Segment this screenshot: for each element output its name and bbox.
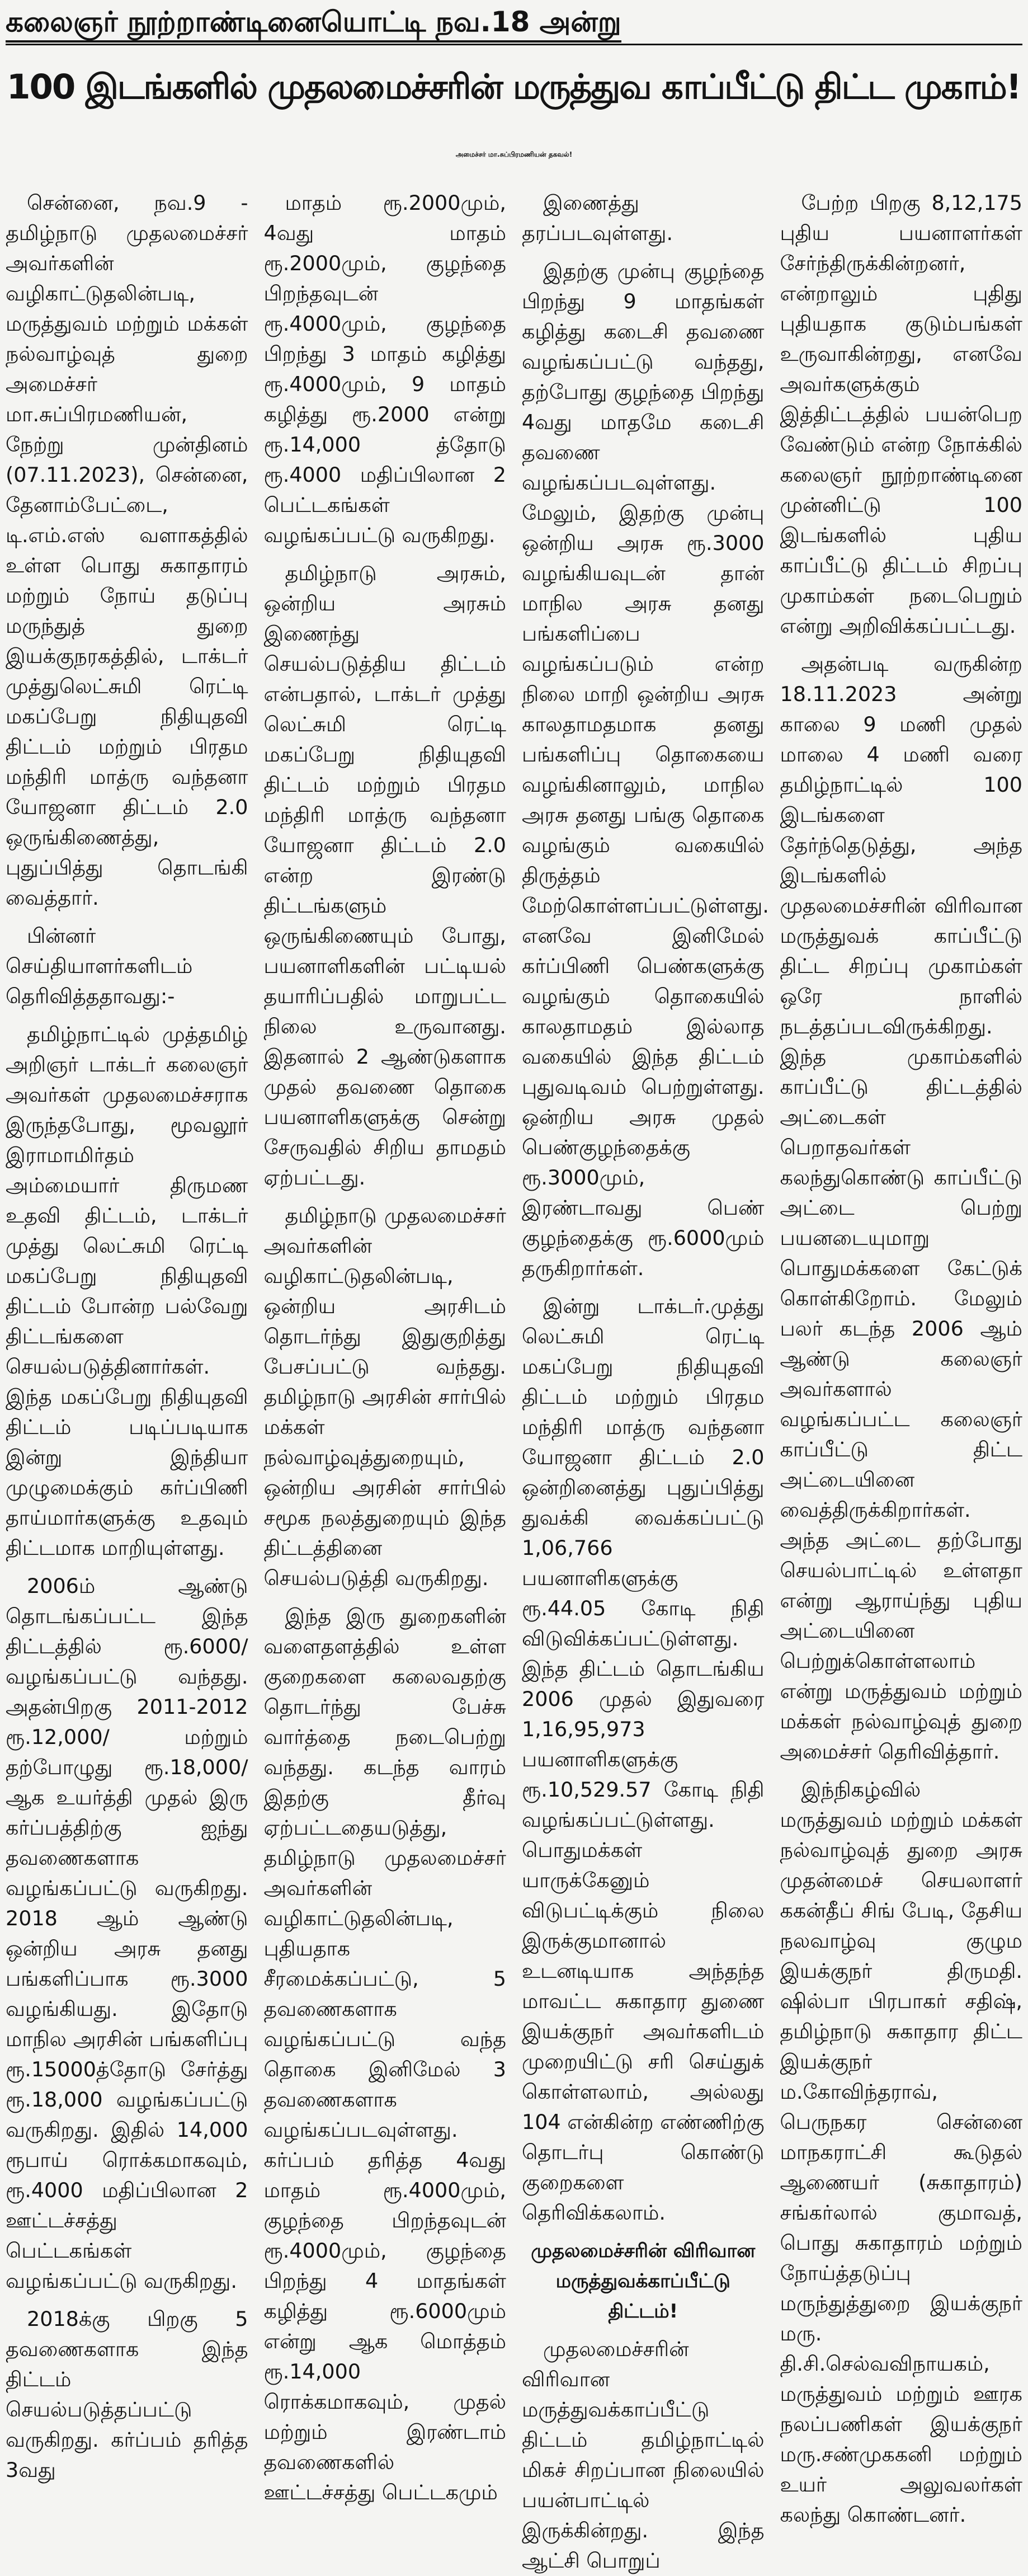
paragraph: இணைத்து தரப்படவுள்ளது. [522, 191, 673, 245]
paragraph: தமிழ்நாடு முதலமைச்சர் அவர்களின் வழிகாட்டுதலின்படி, ஒன்றிய அரசிடம் தொடர்ந்து இதுகுறித்து பேசப்பட்டு வந்தது. தமிழ்நாடு அரசின் சார்பில் மக்கள் நல்வாழ்வுத்துறையும், ஒன்றிய அரசின் சார்பில் சமூக நலத்துறையும் இந்த திட்டத்தினை செயல்படுத்தி வருகிறது. [263, 1204, 506, 1590]
kicker-line: கலைஞர் நூற்றாண்டினையொட்டி நவ.18 அன்று [6, 3, 621, 43]
article-column-3 [522, 188, 769, 2573]
paragraph: 2006ம் ஆண்டு தொடங்கப்பட்ட இந்த திட்டத்தில் ரூ.6000/ வழங்கப்பட்டு வந்தது. அதன்பிறகு 2011-2012 ரூ.12,000/ மற்றும் தற்போழுது ரூ.18,000/ ஆக உயர்த்தி முதல் இரு கர்ப்பத்திற்கு ஐந்து தவணைகளாக வழங்கப்பட்டு வருகிறது. 2018 ஆம் ஆண்டு ஒன்றிய அரசு தனது பங்களிப்பாக ரூ.3000 வழங்கியது. இதோடு மாநில அரசின் பங்களிப்பு ரூ.15000த்தோடு சேர்த்து ரூ.18,000 வழங்கப்பட்டு வருகிறது. இதில் 14,000 ரூபாய் ரொக்கமாகவும், ரூ.4000 மதிப்பிலான 2 ஊட்டச்சத்து பெட்டகங்கள் வழங்கப்பட்டு வருகிறது. [6, 1574, 248, 2293]
paragraph: முதலமைச்சரின் விரிவான மருத்துவக்காப்பீட்டு திட்டம் தமிழ்நாட்டில் மிகச் சிறப்பான நிலையில் பயன்பாட்டில் இருக்கின்றது. இந்த ஆட்சி பொறுப் [522, 2337, 765, 2573]
paragraph: பேற்ற பிறகு 8,12,175 புதிய பயனாளர்கள் சேர்ந்திருக்கின்றனர், என்றாலும் புதிது புதியதாக குடும்பங்கள் உருவாகின்றது, எனவே அவர்களுக்கும் இத்திட்டத்தில் பயன்பெற வேண்டும் என்ற நோக்கில் கலைஞர் நூற்றாண்டினை முன்னிட்டு 100 இடங்களில் புதிய காப்பீட்டு திட்டம் சிறப்பு முகாம்கள் நடைபெறும் என்று அறிவிக்கப்பட்டது. [780, 191, 1022, 638]
paragraph: மாதம் ரூ.2000மும், 4வது மாதம் ரூ.2000மும், குழந்தை பிறந்தவுடன் ரூ.4000மும், குழந்தை பிறந்து 3 மாதம் கழித்து ரூ.4000மும், 9 மாதம் கழித்து ரூ.2000 என்று ரூ.14,000 த்தோடு ரூ.4000 மதிப்பிலான 2 பெட்டகங்கள் வழங்கப்பட்டு வருகிறது. [263, 191, 506, 547]
paragraph: 2018க்கு பிறகு 5 தவணைகளாக இந்த திட்டம் செயல்படுத்தப்பட்டு வருகிறது. கர்ப்பம் தரித்த 3வது [6, 2307, 248, 2482]
article-column-4 [780, 188, 1023, 2527]
paragraph: இந்த இரு துறைகளின் வளைதளத்தில் உள்ள குறைகளை கலைவதற்கு தொடர்ந்து பேச்சு வார்த்தை நடைபெற்று வந்தது. கடந்த வாரம் இதற்கு தீர்வு ஏற்பட்டதையடுத்து, தமிழ்நாடு முதலமைச்சர் அவர்களின் வழிகாட்டுதலின்படி, புதியதாக சீரமைக்கப்பட்டு, 5 தவணைகளாக வழங்கப்பட்டு வந்த தொகை இனிமேல் 3 தவணைகளாக வழங்கப்படவுள்ளது. கர்ப்பம் தரித்த 4வது மாதம் ரூ.4000மும், குழந்தை பிறந்தவுடன் ரூ.4000மும், குழந்தை பிறந்து 4 மாதங்கள் கழித்து ரூ.6000மும் என்று ஆக மொத்தம் ரூ.14,000 ரொக்கமாகவும், முதல் மற்றும் இரண்டாம் தவணைகளில் ஊட்டச்சத்து பெட்டகமும் [263, 1604, 506, 2504]
paragraph: இந்நிகழ்வில் மருத்துவம் மற்றும் மக்கள் நல்வாழ்வுத் துறை அரசு முதன்மைச் செயலாளர் ககன்தீப் சிங் பேடி, தேசிய நலவாழ்வு குழும இயக்குநர் திருமதி. ஷில்பா பிரபாகர் சதிஷ், தமிழ்நாடு சுகாதார திட்ட இயக்குநர் ம.கோவிந்தராவ், பெருநகர சென்னை மாநகராட்சி கூடுதல் ஆணையர் (சுகாதாரம்) சங்கர்லால் குமாவத், பொது சுகாதாரம் மற்றும் நோய்த்தடுப்பு மருந்துத்துறை இயக்குநர் மரு. தி.சி.செல்வவிநாயகம், மருத்துவம் மற்றும் ஊரக நலப்பணிகள் இயக்குநர் மரு.சண்முககனி மற்றும் உயர் அலுவலர்கள் கலந்து கொண்டனர். [780, 1778, 1022, 2527]
paragraph: அதன்படி வருகின்ற 18.11.2023 அன்று காலை 9 மணி முதல் மாலை 4 மணி வரை தமிழ்நாட்டில் 100 இடங்களை தேர்ந்தெடுத்து, அந்த இடங்களில் முதலமைச்சரின் விரிவான மருத்துவக் காப்பீட்டு திட்ட சிறப்பு முகாம்கள் ஒரே நாளில் நடத்தப்படவிருக்கிறது. இந்த முகாம்களில் காப்பீட்டு திட்டத்தில் அட்டைகள் பெறாதவர்கள் கலந்துகொண்டு காப்பீட்டு அட்டை பெற்று பயனடையுமாறு பொதுமக்களை கேட்டுக் கொள்கிறோம். மேலும் பலர் கடந்த 2006 ஆம் ஆண்டு கலைஞர் அவர்களால் வழங்கப்பட்ட கலைஞர் காப்பீட்டு திட்ட அட்டையினை வைத்திருக்கிறார்கள். அந்த அட்டை தற்போது செயல்பாட்டில் உள்ளதா என்று ஆராய்ந்து புதிய அட்டையினை பெற்றுக்கொள்ளலாம் என்று மருத்துவம் மற்றும் மக்கள் நல்வாழ்வுத் துறை அமைச்சர் தெரிவித்தார். [780, 652, 1022, 1764]
subheadline: அமைச்சர் மா.சுப்பிரமணியன் தகவல்! [455, 151, 573, 158]
subsection-heading: முதலமைச்சரின் விரிவான மருத்துவக்காப்பீட்டு திட்டம்! [531, 2240, 756, 2323]
paragraph: பின்னர் செய்தியாளர்களிடம் தெரிவித்ததாவது:- [6, 924, 193, 1008]
paragraph: இன்று டாக்டர்.முத்து லெட்சுமி ரெட்டி மகப்பேறு நிதியுதவி திட்டம் மற்றும் பிரதம மந்திரி மாத்ரு வந்தனா யோஜனா திட்டம் 2.0 ஒன்றினைத்து புதுப்பித்து துவக்கி வைக்கப்பட்டு 1,06,766 பயனாளிகளுக்கு ரூ.44.05 கோடி நிதி விடுவிக்கப்பட்டுள்ளது. இந்த திட்டம் தொடங்கிய 2006 முதல் இதுவரை 1,16,95,973 பயனாளிகளுக்கு ரூ.10,529.57 கோடி நிதி வழங்கப்பட்டுள்ளது. பொதுமக்கள் யாருக்கேனும் விடுபட்டிக்கும் நிலை இருக்குமானால் உடனடியாக அந்தந்த மாவட்ட சுகாதார துணை இயக்குநர் அவர்களிடம் முறையிட்டு சரி செய்துக் கொள்ளலாம், அல்லது 104 என்கின்ற எண்ணிற்கு தொடர்பு கொண்டு குறைகளை தெரிவிக்கலாம். [522, 1294, 765, 2225]
paragraph: தமிழ்நாடு அரசும், ஒன்றிய அரசும் இணைந்து செயல்படுத்திய திட்டம் என்பதால், டாக்டர் முத்து லெட்சுமி ரெட்டி மகப்பேறு நிதியுதவி திட்டம் மற்றும் பிரதம மந்திரி மாத்ரு வந்தனா யோஜனா திட்டம் 2.0 என்ற இரண்டு திட்டங்களும் ஒருங்கிணையும் போது, பயனாளிகளின் பட்டியல் தயாரிப்பதில் மாறுபட்ட நிலை உருவானது. இதனால் 2 ஆண்டுகளாக முதல் தவணை தொகை பயனாளிகளுக்கு சென்று சேருவதில் சிறிய தாமதம் ஏற்பட்டது. [263, 561, 506, 1190]
article-column-2 [263, 188, 507, 2504]
paragraph: தமிழ்நாட்டில் முத்தமிழ் அறிஞர் டாக்டர் கலைஞர் அவர்கள் முதலமைச்சராக இருந்தபோது, மூவலூர் இராமாமிர்தம் அம்மையார் திருமண உதவி திட்டம், டாக்டர் முத்து லெட்சுமி ரெட்டி மகப்பேறு நிதியுதவி திட்டம் போன்ற பல்வேறு திட்டங்களை செயல்படுத்தினார்கள். இந்த மகப்பேறு நிதியுதவி திட்டம் படிப்படியாக இன்று இந்தியா முழுமைக்கும் கர்ப்பிணி தாய்மார்களுக்கு உதவும் திட்டமாக மாறியுள்ளது. [6, 1022, 248, 1560]
article-body [6, 188, 1022, 2573]
headline: 100 இடங்களில் முதலமைச்சரின் மருத்துவ காப்பீட்டு திட்ட முகாம்! [7, 67, 1021, 107]
article-column-1 [6, 188, 248, 2482]
paragraph: சென்னை, நவ.9 - தமிழ்நாடு முதலமைச்சர் அவர்களின் வழிகாட்டுதலின்படி, மருத்துவம் மற்றும் மக்கள் நல்வாழ்வுத் துறை அமைச்சர் மா.சுப்பிரமணியன், நேற்று முன்தினம் (07.11.2023), சென்னை, தேனாம்பேட்டை, டி.எம்.எஸ் வளாகத்தில் உள்ள பொது சுகாதாரம் மற்றும் நோய் தடுப்பு மருந்துத் துறை இயக்குநரகத்தில், டாக்டர் முத்துலெட்சுமி ரெட்டி மகப்பேறு நிதியுதவி திட்டம் மற்றும் பிரதம மந்திரி மாத்ரு வந்தனா யோஜனா திட்டம் 2.0 ஒருங்கிணைத்து, புதுப்பித்து தொடங்கி வைத்தார். [6, 191, 248, 910]
divider [6, 44, 1022, 45]
paragraph: இதற்கு முன்பு குழந்தை பிறந்து 9 மாதங்கள் கழித்து கடைசி தவணை வழங்கப்பட்டு வந்தது, தற்போது குழந்தை பிறந்து 4வது மாதமே கடைசி தவணை வழங்கப்படவுள்ளது. மேலும், இதற்கு முன்பு ஒன்றிய அரசு ரூ.3000 வழங்கியவுடன் தான் மாநில அரசு தனது பங்களிப்பை வழங்கப்படும் என்ற நிலை மாறி ஒன்றிய அரசு காலதாமதமாக தனது பங்களிப்பு தொகையை வழங்கினாலும், மாநில அரசு தனது பங்கு தொகை வழங்கும் வகையில் திருத்தம் மேற்கொள்ளப்பட்டுள்ளது. எனவே இனிமேல் கர்ப்பிணி பெண்களுக்கு வழங்கும் தொகையில் காலதாமதம் இல்லாத வகையில் இந்த திட்டம் புதுவடிவம் பெற்றுள்ளது. ஒன்றிய அரசு முதல் பெண்குழந்தைக்கு ரூ.3000மும், இரண்டாவது பெண் குழந்தைக்கு ரூ.6000மும் தருகிறார்கள். [522, 259, 769, 1280]
